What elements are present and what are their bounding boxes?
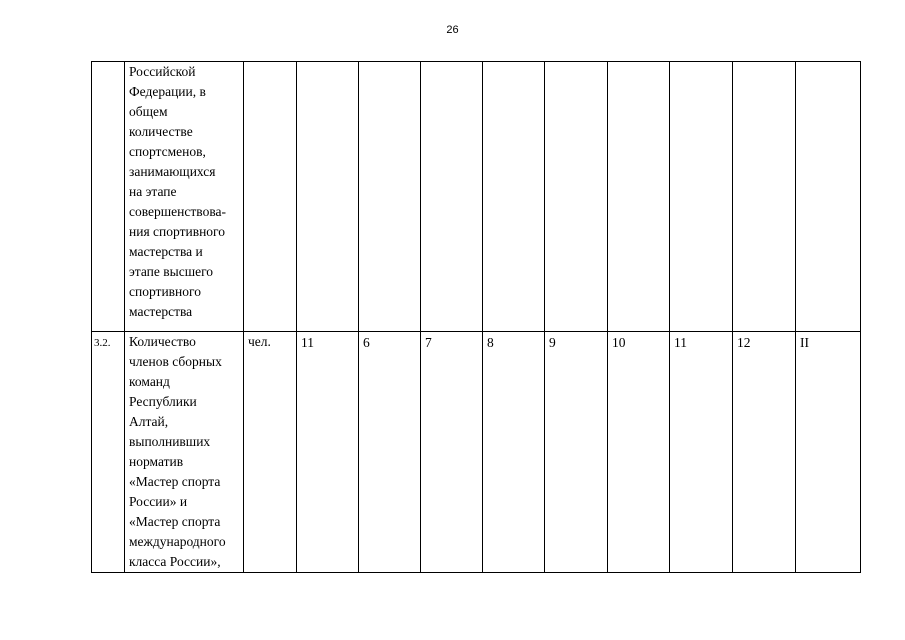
value-cell: 9 bbox=[545, 332, 608, 573]
table-row bbox=[92, 62, 861, 332]
value-cell: 11 bbox=[297, 332, 359, 573]
value-cell: 11 bbox=[670, 332, 733, 573]
value-cell bbox=[421, 62, 483, 332]
index-cell bbox=[92, 62, 125, 332]
table-row bbox=[92, 332, 861, 573]
index-cell: 3.2. bbox=[92, 332, 125, 573]
value-cell: 7 bbox=[421, 332, 483, 573]
value-cell: 12 bbox=[733, 332, 796, 573]
unit-cell: чел. bbox=[244, 332, 297, 573]
value-cell: II bbox=[796, 332, 861, 573]
value-cell: 6 bbox=[359, 332, 421, 573]
indicator-table bbox=[91, 61, 861, 573]
value-cell bbox=[670, 62, 733, 332]
value-cell bbox=[545, 62, 608, 332]
unit-cell bbox=[244, 62, 297, 332]
value-cell: 10 bbox=[608, 332, 670, 573]
value-cell bbox=[733, 62, 796, 332]
value-cell bbox=[359, 62, 421, 332]
description-cell: Количество членов сборных команд Республики Алтай, выполнивших норматив «Мастер спорта России» и «Мастер спорта международного класса России», bbox=[125, 332, 244, 573]
value-cell bbox=[297, 62, 359, 332]
value-cell bbox=[796, 62, 861, 332]
page-number: 26 bbox=[446, 24, 459, 36]
value-cell bbox=[483, 62, 545, 332]
value-cell: 8 bbox=[483, 332, 545, 573]
value-cell bbox=[608, 62, 670, 332]
description-cell: Российской Федерации, в общем количестве спортсменов, занимающихся на этапе совершенствова- ния спортивного мастерства и этапе высшего спортивного мастерства bbox=[125, 62, 244, 332]
